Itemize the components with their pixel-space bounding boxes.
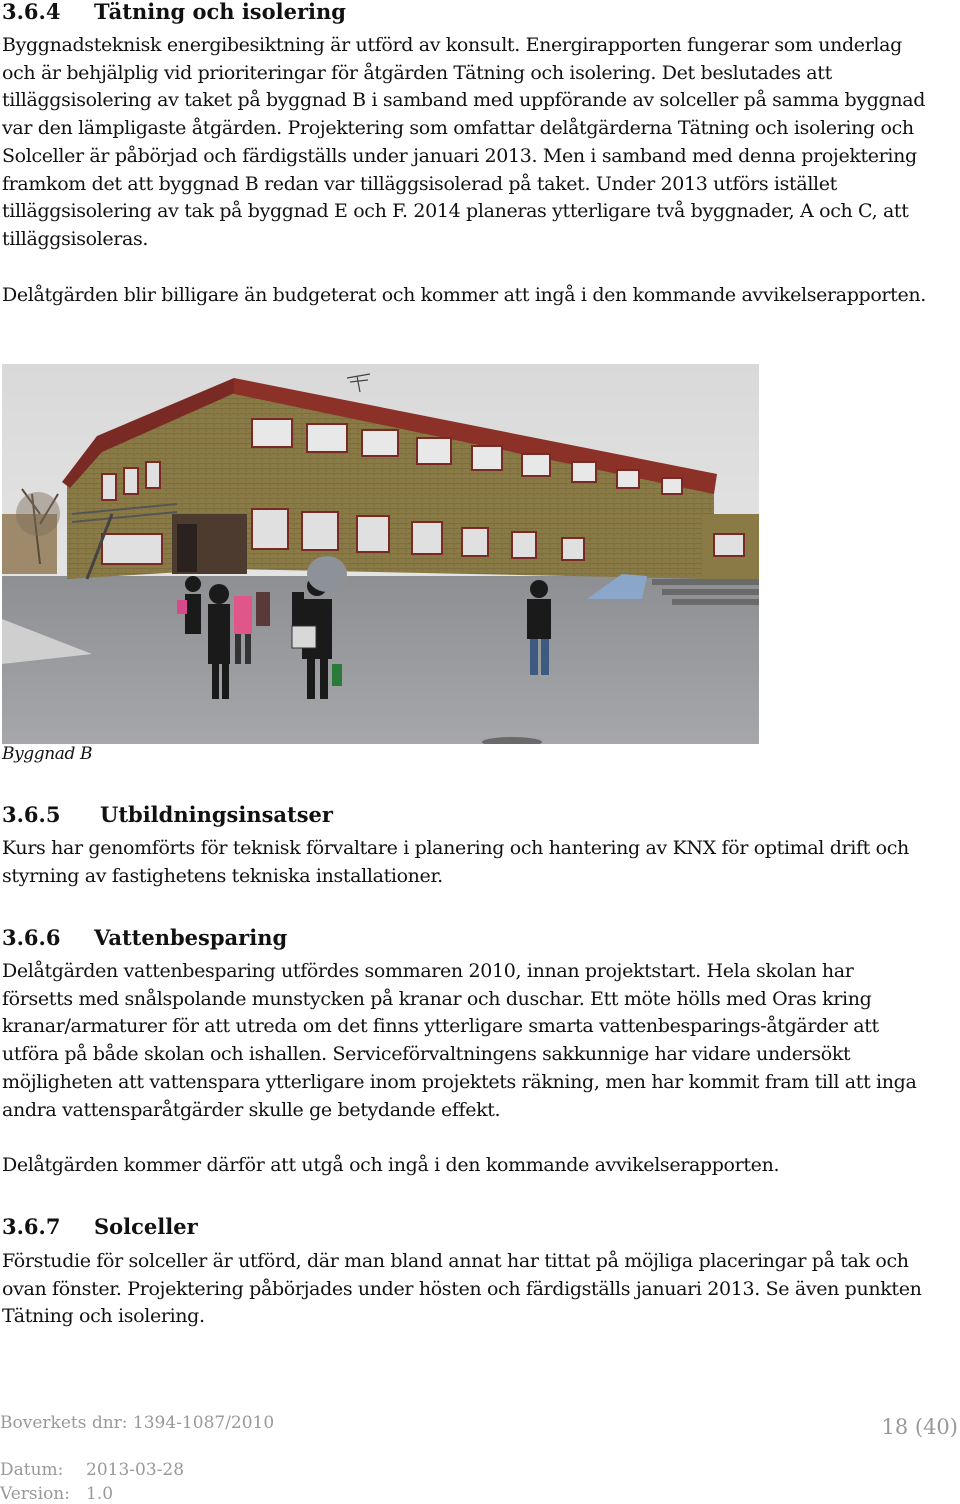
paragraph: Kurs har genomförts för teknisk förvaltare i planering och hantering av KNX för optimal drift och styrning av fastighetens tekniska installationer. xyxy=(2,837,909,887)
paragraph: Förstudie för solceller är utförd, där man bland annat har tittat på möjliga placeringar på tak och ovan fönster. Projektering påbörjades under hösten och färdigställs januari 2013. Se även punkten Tätning och isolering. xyxy=(2,1250,922,1328)
section-heading-3-6-6 xyxy=(2,926,287,950)
footer-date xyxy=(0,1460,960,1480)
photo-caption: Byggnad B xyxy=(2,744,93,764)
section-title: Solceller xyxy=(94,1214,198,1239)
page-number: 18 (40) xyxy=(881,1415,958,1439)
section-heading-3-6-7 xyxy=(2,1215,198,1239)
section-number: 3.6.6 xyxy=(2,925,61,950)
section-title: Utbildningsinsatser xyxy=(100,802,333,827)
paragraph: Delåtgärden vattenbesparing utfördes sommaren 2010, innan projektstart. Hela skolan har försetts med snålspolande munstycken på kranar och duschar. Ett möte hölls med Oras kring kranar/armaturer för att utreda om det finns ytterligare smarta vattenbesparings-åtgärder att utföra på både skolan och ishallen. Serviceförvaltningens sakkunnige har vidare undersökt möjligheten att vattenspara ytterligare inom projektets räkning, men har kommit fram till att inga andra vattensparåtgärder skulle ge betydande effekt. xyxy=(2,960,917,1121)
section-heading-3-6-5 xyxy=(2,803,333,827)
footer-dnr: Boverkets dnr: 1394-1087/2010 xyxy=(0,1413,275,1433)
date-label: Datum: xyxy=(0,1460,64,1480)
paragraph: Delåtgärden kommer därför att utgå och ingå i den kommande avvikelserapporten. xyxy=(2,1154,780,1176)
section-heading-3-6-4 xyxy=(2,0,346,24)
version-label: Version: xyxy=(0,1484,70,1504)
building-photo xyxy=(2,364,759,744)
section-title: Tätning och isolering xyxy=(94,0,346,24)
footer-version xyxy=(0,1484,960,1504)
version-value: 1.0 xyxy=(86,1484,114,1504)
paragraph: Delåtgärden blir billigare än budgeterat och kommer att ingå i den kommande avvikelserapporten. xyxy=(2,284,926,306)
section-number: 3.6.4 xyxy=(2,0,61,24)
date-value: 2013-03-28 xyxy=(86,1460,185,1480)
section-number: 3.6.5 xyxy=(2,802,61,827)
paragraph: Byggnadsteknisk energibesiktning är utförd av konsult. Energirapporten fungerar som underlag och är behjälplig vid prioriteringar för åtgärden Tätning och isolering. Det beslutades att tilläggsisolering av taket på byggnad B i samband med uppförande av solceller på samma byggnad var den lämpligaste åtgärden. Projektering som omfattar delåtgärderna Tätning och isolering och Solceller är påbörjad och färdigställs under januari 2013. Men i samband med denna projektering framkom det att byggnad B redan var tilläggsisolerad på taket. Under 2013 utförs istället tilläggsisolering av tak på byggnad E och F. 2014 planeras ytterligare två byggnader, A och C, att tilläggsisoleras. xyxy=(2,34,926,250)
section-title: Vattenbesparing xyxy=(94,925,288,950)
section-number: 3.6.7 xyxy=(2,1214,61,1239)
